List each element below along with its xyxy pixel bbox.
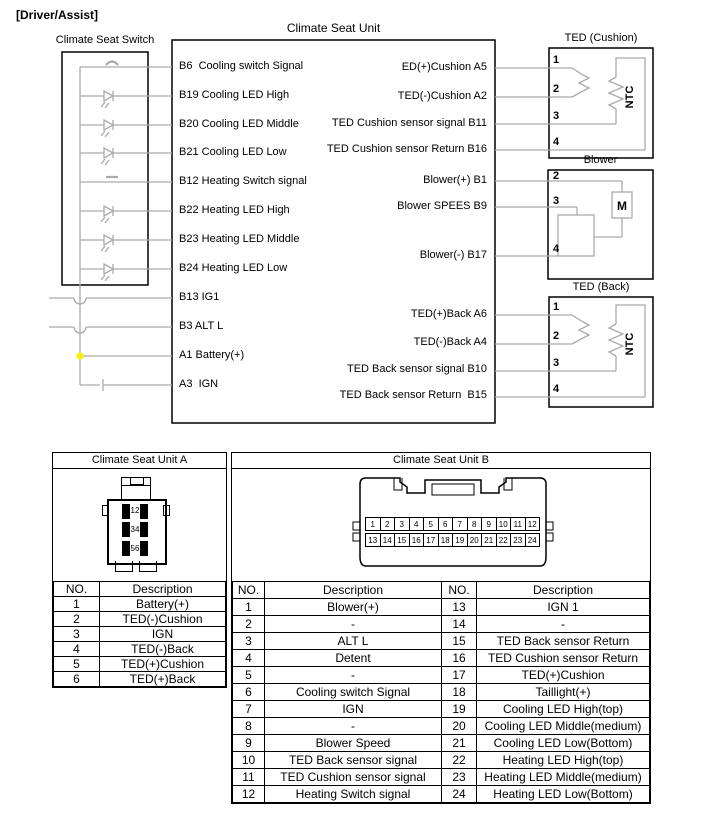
connector-b-pin-row-2 — [366, 533, 540, 547]
unit-pin-label: Blower(+) B1 — [423, 174, 487, 186]
led-icon — [80, 148, 172, 165]
unit-pin-label: TED(-)Back A4 — [413, 336, 487, 348]
unit-pin-label: B24 Heating LED Low — [179, 262, 288, 274]
connector-a-side-tab — [102, 505, 109, 516]
connector-b-pin: 9 — [481, 517, 497, 531]
led-icon — [80, 120, 172, 137]
pin-description-cell: ALT L — [265, 633, 442, 650]
pin-description-cell: TED(-)Cushion — [100, 612, 226, 627]
pin-description-cell: - — [265, 667, 442, 684]
connector-b-pin: 2 — [380, 517, 396, 531]
pin-description-cell: - — [477, 616, 650, 633]
connector-b-ear — [353, 522, 360, 530]
table-row — [233, 616, 650, 633]
connector-b-ear — [353, 533, 360, 541]
unit-pin-label: B21 Cooling LED Low — [179, 146, 287, 158]
pin-number: 2 — [553, 83, 560, 95]
unit-pin-label: B23 Heating LED Middle — [179, 233, 300, 245]
pin-description-cell: TED Back sensor signal — [265, 752, 442, 769]
pin-description-cell: Cooling LED Middle(medium) — [477, 718, 650, 735]
connector-b-pin: 1 — [365, 517, 381, 531]
table-row — [54, 612, 226, 627]
switch-box-title: Climate Seat Switch — [55, 34, 155, 46]
pin-description-cell: TED(+)Cushion — [477, 667, 650, 684]
col-header-no: NO. — [54, 582, 100, 597]
pin-number: 4 — [553, 243, 560, 255]
climate-seat-switch-box — [62, 52, 148, 285]
pin-no-cell: 23 — [442, 769, 477, 786]
led-icon — [80, 206, 172, 223]
connector-b-pin: 19 — [452, 533, 468, 547]
connector-b-pin: 11 — [510, 517, 526, 531]
blower-title: Blower — [583, 154, 618, 166]
pin-contact — [140, 541, 148, 556]
unit-pin-label: B6 Cooling switch Signal — [179, 60, 304, 72]
pin-no-cell: 9 — [233, 735, 265, 752]
pin-description-cell: Blower Speed — [265, 735, 442, 752]
pin-number: 4 — [553, 136, 560, 148]
pin-no-cell: 14 — [442, 616, 477, 633]
col-header-description: Description — [477, 582, 650, 599]
pin-no-cell: 5 — [233, 667, 265, 684]
pin-description-cell: - — [265, 616, 442, 633]
pin-description-cell: Cooling LED Low(Bottom) — [477, 735, 650, 752]
led-icon — [80, 264, 172, 281]
table-a-header-row — [54, 582, 226, 597]
unit-pin-label: B20 Cooling LED Middle — [179, 118, 299, 130]
pin-no-cell: 6 — [233, 684, 265, 701]
table-a-title: Climate Seat Unit A — [53, 453, 226, 469]
ted-back-title: TED (Back) — [572, 281, 630, 293]
unit-pin-label: TED Back sensor signal B10 — [346, 363, 487, 375]
connector-b-pin: 4 — [409, 517, 425, 531]
connector-a-latch — [121, 477, 151, 501]
connector-b-pin-row-1 — [366, 517, 540, 531]
connector-b-ear — [546, 533, 553, 541]
connector-b-pin: 21 — [481, 533, 497, 547]
pin-no-cell: 13 — [442, 599, 477, 616]
ntc-label: NTC — [624, 85, 636, 109]
table-row — [233, 667, 650, 684]
col-header-no: NO. — [442, 582, 477, 599]
flat-switch-icon — [80, 177, 172, 182]
pin-description-cell: TED Cushion sensor Return — [477, 650, 650, 667]
table-row — [233, 633, 650, 650]
connector-b-pin: 3 — [394, 517, 410, 531]
pin-number: 5 — [130, 543, 135, 553]
connector-b-pin: 16 — [409, 533, 425, 547]
pin-description-cell: IGN — [100, 627, 226, 642]
connector-b-notch — [504, 478, 512, 490]
connector-a-drawing — [53, 469, 226, 581]
pin-no-cell: 4 — [233, 650, 265, 667]
junction-dot — [77, 353, 84, 360]
table-row — [54, 657, 226, 672]
unit-pin-label: B22 Heating LED High — [179, 204, 290, 216]
unit-pin-label: TED Cushion sensor signal B11 — [331, 117, 487, 129]
col-header-description: Description — [265, 582, 442, 599]
ntc-label: NTC — [624, 332, 636, 356]
pin-no-cell: 19 — [442, 701, 477, 718]
pin-no-cell: 5 — [54, 657, 100, 672]
pin-no-cell: 6 — [54, 672, 100, 687]
pin-description-cell: Battery(+) — [100, 597, 226, 612]
connector-b-pin: 24 — [525, 533, 541, 547]
connector-a-foot — [139, 561, 157, 572]
col-header-description: Description — [100, 582, 226, 597]
connector-a-pin — [135, 540, 159, 557]
unit-box-title: Climate Seat Unit — [286, 21, 381, 35]
pin-contact — [122, 541, 130, 556]
pin-no-cell: 15 — [442, 633, 477, 650]
pin-description-cell: Cooling switch Signal — [265, 684, 442, 701]
pin-description-cell: TED Back sensor Return — [477, 633, 650, 650]
ted-back-wiring — [495, 305, 645, 397]
led-icon — [80, 91, 172, 108]
connector-b-pin: 12 — [525, 517, 541, 531]
ted-cushion-wiring — [495, 58, 645, 150]
table-row — [233, 684, 650, 701]
pin-number: 2 — [553, 170, 560, 182]
corner-tag: [Driver/Assist] — [16, 8, 99, 22]
pin-no-cell: 17 — [442, 667, 477, 684]
pin-number: 4 — [135, 524, 140, 534]
pin-number: 2 — [553, 330, 560, 342]
connector-a-latch-line — [122, 485, 150, 486]
connector-b-pin: 13 — [365, 533, 381, 547]
connector-b-ear — [546, 522, 553, 530]
connector-b-notch — [394, 478, 402, 490]
connector-b-pin: 5 — [423, 517, 439, 531]
motor-label: M — [617, 199, 627, 213]
table-b-body — [233, 599, 650, 803]
pin-description-cell: Cooling LED High(top) — [477, 701, 650, 718]
table-row — [54, 672, 226, 687]
connector-a-latch-notch — [130, 478, 144, 485]
pin-number: 1 — [553, 301, 560, 313]
led-icon — [80, 235, 172, 252]
ntc-thermistor-icon — [609, 70, 623, 118]
pin-contact — [122, 504, 130, 519]
pin-no-cell: 24 — [442, 786, 477, 803]
unit-pin-label: B3 ALT L — [179, 320, 224, 332]
heater-resistor-icon — [579, 75, 589, 91]
table-b-grid — [232, 581, 650, 803]
table-row — [233, 769, 650, 786]
pin-description-cell: Heating LED Middle(medium) — [477, 769, 650, 786]
connector-b-pin: 7 — [452, 517, 468, 531]
table-row — [233, 718, 650, 735]
pin-number: 3 — [553, 195, 560, 207]
unit-pin-label: Blower SPEES B9 — [397, 200, 487, 212]
pin-description-cell: - — [265, 718, 442, 735]
table-row — [233, 735, 650, 752]
connector-b-pin: 22 — [496, 533, 512, 547]
connector-a-pin — [122, 540, 135, 557]
pin-description-cell: Heating LED High(top) — [477, 752, 650, 769]
pin-contact — [122, 522, 130, 537]
pin-no-cell: 21 — [442, 735, 477, 752]
table-row — [233, 701, 650, 718]
connector-b-pin: 15 — [394, 533, 410, 547]
unit-pin-label: A3 IGN — [179, 378, 219, 390]
switch-wiring — [49, 62, 172, 392]
table-row — [54, 627, 226, 642]
pin-description-cell: TED(+)Cushion — [100, 657, 226, 672]
connector-a-pin — [122, 503, 135, 520]
pin-no-cell: 12 — [233, 786, 265, 803]
unit-pin-label: A1 Battery(+) — [179, 349, 245, 361]
pin-description-cell: Detent — [265, 650, 442, 667]
connector-b-pin: 23 — [510, 533, 526, 547]
pin-no-cell: 20 — [442, 718, 477, 735]
pin-no-cell: 22 — [442, 752, 477, 769]
ted-cushion-title: TED (Cushion) — [564, 32, 638, 44]
unit-pin-label: B19 Cooling LED High — [179, 89, 290, 101]
pin-no-cell: 3 — [233, 633, 265, 650]
pin-description-cell: Blower(+) — [265, 599, 442, 616]
pin-description-cell: IGN 1 — [477, 599, 650, 616]
connector-a-foot — [115, 561, 133, 572]
pin-description-cell: Taillight(+) — [477, 684, 650, 701]
connector-b-pin: 18 — [438, 533, 454, 547]
pin-description-cell: IGN — [265, 701, 442, 718]
pin-contact — [140, 522, 148, 537]
pin-description-cell: TED Cushion sensor signal — [265, 769, 442, 786]
connector-b-pin: 20 — [467, 533, 483, 547]
pin-number: 1 — [130, 506, 135, 516]
connector-a-pin — [135, 503, 159, 520]
connector-b-pin: 6 — [438, 517, 454, 531]
pin-number: 4 — [553, 383, 560, 395]
ign-wire — [80, 379, 172, 391]
blower-box — [548, 170, 653, 279]
ntc-thermistor-icon — [609, 317, 623, 365]
pin-description-cell: TED(-)Back — [100, 642, 226, 657]
unit-pin-label: TED(+)Back A6 — [410, 308, 487, 320]
ig1-wire — [49, 298, 172, 304]
pin-no-cell: 10 — [233, 752, 265, 769]
unit-pin-label: TED(-)Cushion A2 — [397, 90, 487, 102]
unit-pin-label: Blower(-) B17 — [419, 249, 487, 261]
table-row — [233, 650, 650, 667]
pin-contact — [140, 504, 148, 519]
connector-b-pin: 17 — [423, 533, 439, 547]
heater-resistor-icon — [579, 322, 589, 338]
table-a-body — [54, 597, 226, 687]
pin-no-cell: 1 — [233, 599, 265, 616]
connector-a-pin — [122, 522, 135, 539]
col-header-no: NO. — [233, 582, 265, 599]
pin-number: 2 — [135, 506, 140, 516]
connector-b-latch — [432, 484, 474, 495]
pin-number: 6 — [135, 543, 140, 553]
pin-no-cell: 11 — [233, 769, 265, 786]
pin-number: 1 — [553, 54, 560, 66]
alt-l-wire — [49, 327, 172, 333]
pin-number: 3 — [130, 524, 135, 534]
pin-description-cell: TED(+)Back — [100, 672, 226, 687]
table-row — [54, 642, 226, 657]
pin-no-cell: 16 — [442, 650, 477, 667]
connector-a-pin — [135, 522, 159, 539]
pin-no-cell: 7 — [233, 701, 265, 718]
connector-a-pin-grid — [111, 503, 159, 557]
pin-no-cell: 1 — [54, 597, 100, 612]
table-row — [54, 597, 226, 612]
pin-no-cell: 4 — [54, 642, 100, 657]
unit-pin-label: B13 IG1 — [179, 291, 220, 303]
connector-b-pin: 14 — [380, 533, 396, 547]
unit-pin-label: TED Back sensor Return B15 — [339, 389, 487, 401]
pin-description-cell: Heating LED Low(Bottom) — [477, 786, 650, 803]
table-row — [233, 599, 650, 616]
pin-number: 3 — [553, 110, 560, 122]
table-a-grid — [53, 581, 226, 687]
connector-b-drawing — [232, 469, 650, 581]
connector-b-pin: 8 — [467, 517, 483, 531]
pin-no-cell: 18 — [442, 684, 477, 701]
connector-b-pin: 10 — [496, 517, 512, 531]
unit-pin-label: B12 Heating Switch signal — [179, 175, 307, 187]
table-b-header-row — [233, 582, 650, 599]
connector-table-b — [231, 452, 651, 804]
table-b-title: Climate Seat Unit B — [232, 453, 650, 469]
connector-table-a — [52, 452, 227, 688]
pin-number: 3 — [553, 357, 560, 369]
unit-pin-label: TED Cushion sensor Return B16 — [326, 143, 487, 155]
table-row — [233, 752, 650, 769]
pin-no-cell: 2 — [233, 616, 265, 633]
pin-no-cell: 2 — [54, 612, 100, 627]
unit-pin-label: ED(+)Cushion A5 — [401, 61, 487, 73]
pin-no-cell: 3 — [54, 627, 100, 642]
pin-no-cell: 8 — [233, 718, 265, 735]
connector-a-side-tab — [163, 505, 170, 516]
table-row — [233, 786, 650, 803]
pin-description-cell: Heating Switch signal — [265, 786, 442, 803]
push-switch-icon — [80, 62, 172, 68]
